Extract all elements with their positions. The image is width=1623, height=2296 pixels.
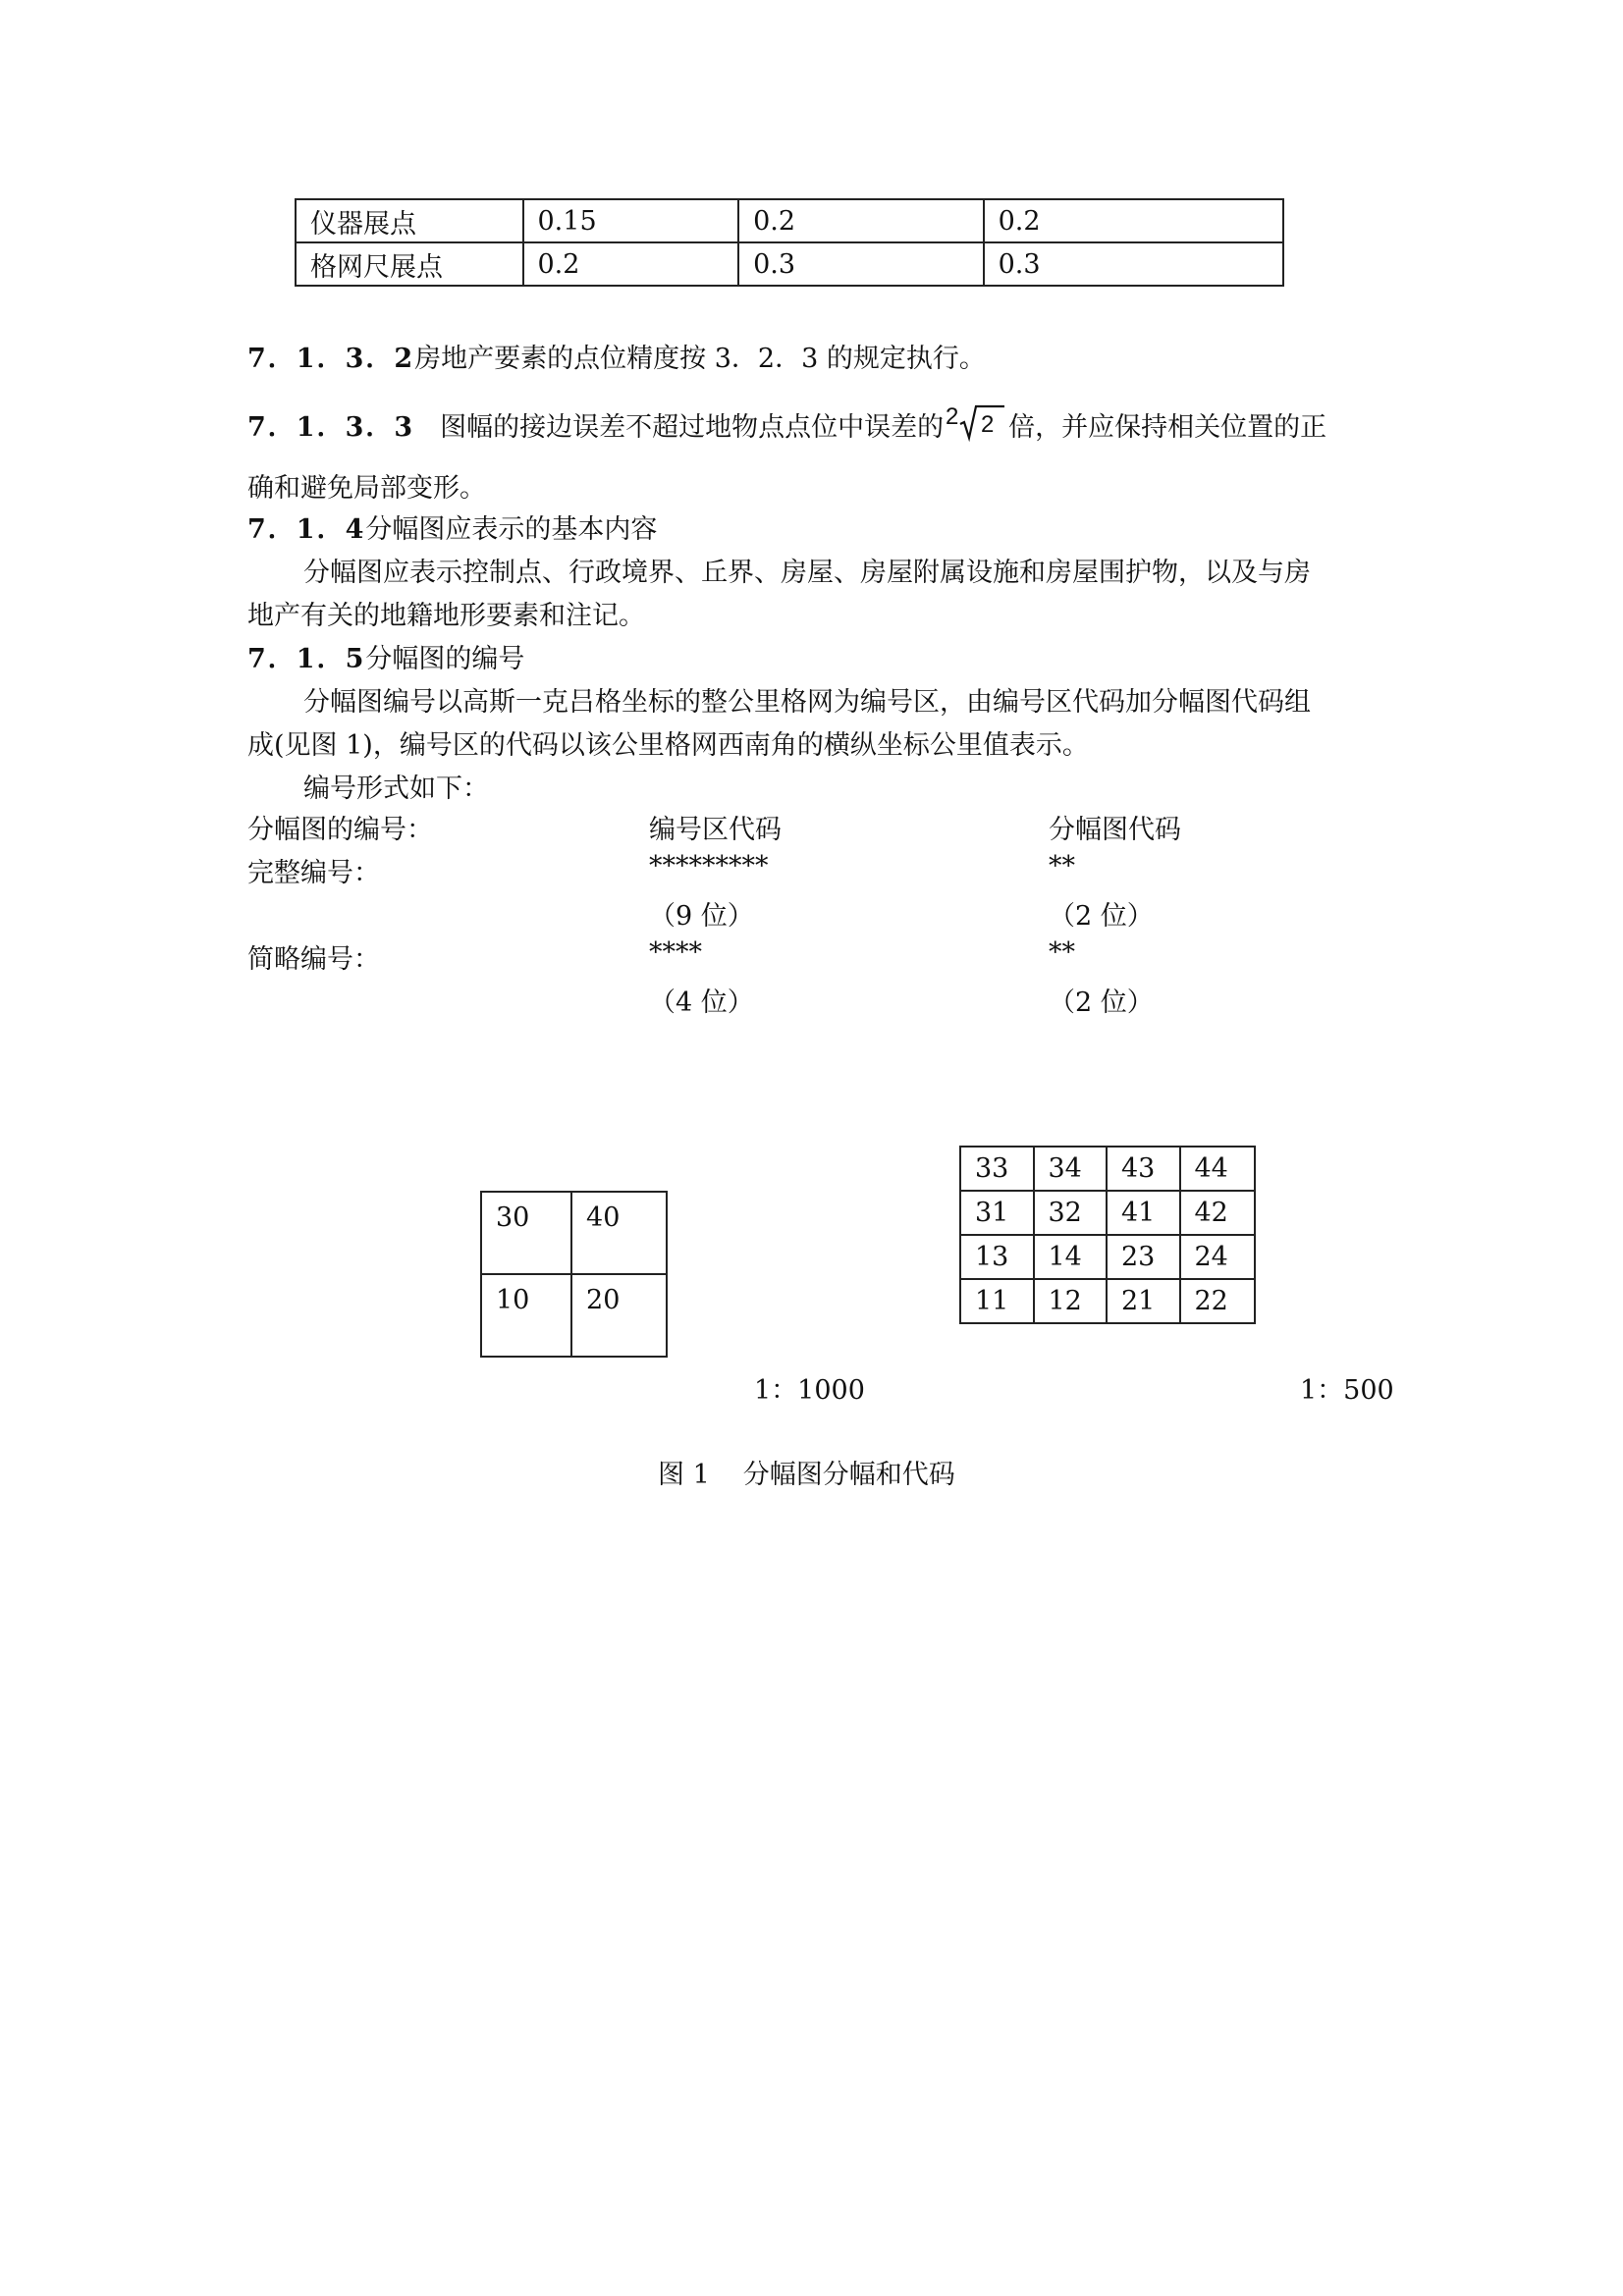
formula-two-root-two (944, 402, 1008, 442)
grid-cell: 44 (1180, 1147, 1256, 1191)
grid-1000 (480, 1191, 668, 1358)
grid-cell: 13 (960, 1235, 1034, 1279)
short-number-zone: **** (649, 937, 702, 968)
figure-number: 图 1 (658, 1460, 710, 1490)
full-number-label: 完整编号： (247, 858, 380, 888)
grid-cell: 41 (1107, 1191, 1180, 1235)
grid-cell: 32 (1034, 1191, 1108, 1235)
short-number-sheet-digits: （2 位） (1049, 988, 1154, 1018)
grid-500 (959, 1146, 1256, 1324)
section-714-heading (247, 507, 657, 546)
table-row (296, 199, 1283, 242)
grid-cell: 30 (481, 1192, 571, 1274)
grid-cell: 42 (1180, 1191, 1256, 1235)
section-title: 分幅图应表示的基本内容 (365, 514, 658, 545)
full-number-zone-digits: （9 位） (649, 901, 754, 932)
short-number-zone-digits: （4 位） (649, 988, 754, 1018)
section-text-cont: 倍，并应保持相关位置的正 (1008, 412, 1327, 443)
section-7133 (247, 402, 1326, 444)
numbering-header-sheet: 分幅图代码 (1049, 815, 1181, 845)
grid-row (481, 1274, 667, 1357)
grid-cell: 11 (960, 1279, 1034, 1323)
figure-title: 分幅图分幅和代码 (742, 1460, 955, 1490)
accuracy-table (295, 198, 1284, 287)
grid-cell: 20 (571, 1274, 667, 1357)
section-number: 7．1．3．2 (247, 344, 415, 374)
grid-row (960, 1235, 1255, 1279)
table-cell: 0.2 (523, 242, 739, 286)
numbering-header-zone: 编号区代码 (649, 815, 782, 845)
section-title: 分幅图的编号 (365, 644, 525, 674)
table-cell: 0.2 (738, 199, 984, 242)
table-cell: 0.3 (984, 242, 1283, 286)
grid-row (960, 1279, 1255, 1323)
grid-cell: 24 (1180, 1235, 1256, 1279)
svg-text:2: 2 (946, 403, 959, 430)
section-text: 房地产要素的点位精度按 3．2．3 的规定执行。 (414, 344, 986, 374)
table-cell: 0.2 (984, 199, 1283, 242)
full-number-sheet: ** (1049, 851, 1075, 881)
grid-cell: 12 (1034, 1279, 1108, 1323)
section-715-body-line1: 分幅图编号以高斯一克吕格坐标的整公里格网为编号区，由编号区代码加分幅图代码组 (303, 687, 1311, 718)
section-7132 (247, 337, 986, 375)
full-number-zone: ********* (649, 851, 769, 881)
grid-cell: 10 (481, 1274, 571, 1357)
numbering-header-label: 分幅图的编号： (247, 815, 433, 845)
grid-cell: 43 (1107, 1147, 1180, 1191)
grid-cell: 31 (960, 1191, 1034, 1235)
section-number: 7．1．4 (247, 514, 366, 545)
short-number-label: 简略编号： (247, 944, 380, 975)
sqrt-formula-icon (944, 402, 1008, 442)
grid-cell: 14 (1034, 1235, 1108, 1279)
grid-row (960, 1147, 1255, 1191)
scale-1000-label: 1：1000 (754, 1375, 865, 1406)
grid-row (960, 1191, 1255, 1235)
figure-caption (658, 1453, 955, 1491)
section-715-body-line2: 成(见图 1)，编号区的代码以该公里格网西南角的横纵坐标公里值表示。 (247, 730, 1089, 761)
grid-cell: 23 (1107, 1235, 1180, 1279)
grid-cell: 21 (1107, 1279, 1180, 1323)
section-number: 7．1．3．3 (247, 412, 415, 443)
grid-cell: 33 (960, 1147, 1034, 1191)
grid-cell: 34 (1034, 1147, 1108, 1191)
section-714-body-line1: 分幅图应表示控制点、行政境界、丘界、房屋、房屋附属设施和房屋围护物，以及与房 (303, 558, 1311, 588)
table-cell: 仪器展点 (296, 199, 523, 242)
short-number-sheet: ** (1049, 937, 1075, 968)
section-715-heading (247, 637, 524, 675)
section-7133-line2: 确和避免局部变形。 (247, 473, 486, 504)
section-number: 7．1．5 (247, 644, 366, 674)
section-715-body-line3: 编号形式如下： (303, 774, 489, 804)
grid-row (481, 1192, 667, 1274)
table-row (296, 242, 1283, 286)
grid-cell: 40 (571, 1192, 667, 1274)
full-number-sheet-digits: （2 位） (1049, 901, 1154, 932)
svg-text:2: 2 (981, 411, 995, 438)
table-cell: 0.15 (523, 199, 739, 242)
table-cell: 格网尺展点 (296, 242, 523, 286)
table-cell: 0.3 (738, 242, 984, 286)
scale-500-label: 1：500 (1300, 1375, 1394, 1406)
grid-cell: 22 (1180, 1279, 1256, 1323)
section-714-body-line2: 地产有关的地籍地形要素和注记。 (247, 601, 645, 631)
section-text: 图幅的接边误差不超过地物点点位中误差的 (440, 412, 945, 443)
